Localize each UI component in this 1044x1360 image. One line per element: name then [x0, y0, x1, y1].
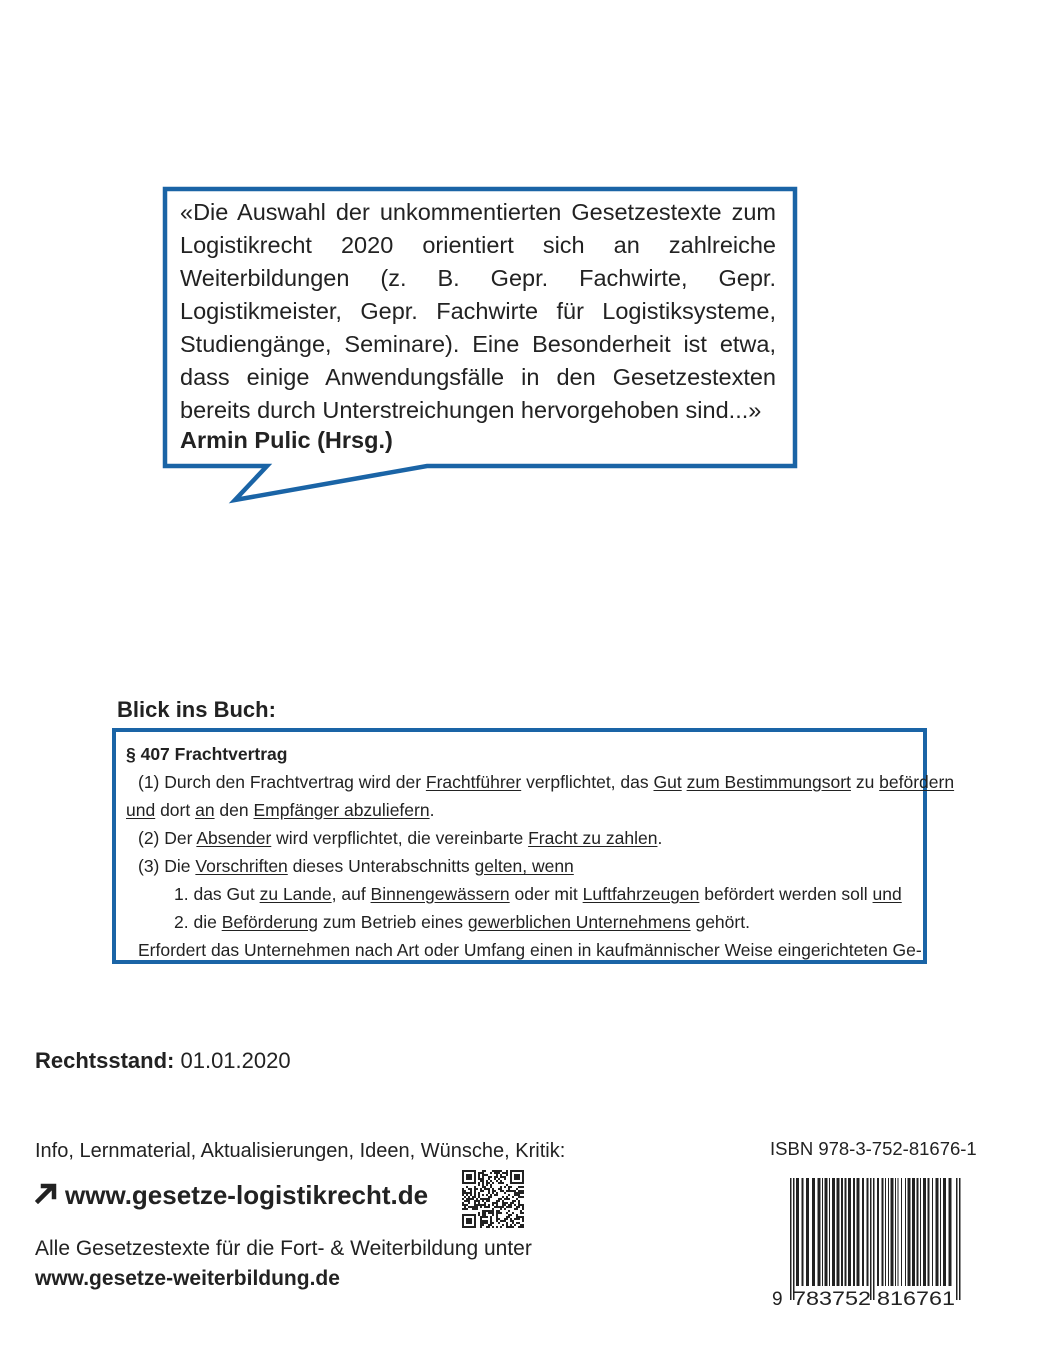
underlined-term: Gut: [653, 772, 682, 792]
law-text: zum Betrieb eines: [318, 912, 468, 932]
underlined-term: Frachtführer: [425, 772, 522, 792]
ean-barcode: [770, 1178, 970, 1308]
info-line: Info, Lernmaterial, Aktualisierungen, Ideen, Wünsche, Kritik:: [35, 1140, 566, 1162]
underlined-term: Fracht zu zahlen: [528, 828, 658, 848]
law-text: (3) Die: [138, 856, 196, 876]
law-text: dieses Unterabschnitts: [287, 856, 475, 876]
law-line: [126, 796, 916, 824]
law-line: [126, 880, 916, 908]
law-line: [126, 852, 916, 880]
rechtsstand-label: Rechtsstand:: [35, 1048, 175, 1073]
underlined-term: Absender: [196, 828, 272, 848]
underlined-term: Binnengewässern: [370, 884, 510, 904]
law-text: wird verpflichtet, die vereinbarte: [271, 828, 529, 848]
isbn-label: ISBN 978-3-752-81676-1: [770, 1138, 977, 1159]
law-text: 1. das Gut: [174, 884, 260, 904]
barcode-group-left: 783752: [793, 1289, 871, 1308]
law-line: [126, 768, 955, 796]
underlined-term: und: [126, 800, 156, 820]
law-text: 2. die: [174, 912, 222, 932]
law-text: .: [429, 800, 435, 820]
law-text: zu: [850, 772, 880, 792]
law-text: oder mit: [509, 884, 583, 904]
underlined-term: gewerblichen Unternehmens: [467, 912, 691, 932]
underlined-term: zum Bestimmungsort: [686, 772, 851, 792]
underlined-term: gelten, wenn: [474, 856, 574, 876]
preview-title: Blick ins Buch:: [117, 697, 276, 722]
barcode-group-right: 816761: [877, 1289, 955, 1308]
law-text: den: [214, 800, 254, 820]
qr-code: [462, 1170, 524, 1228]
weiterbildung-text: Alle Gesetzestexte für die Fort- & Weiterbildung unter: [35, 1237, 532, 1260]
underlined-term: Beförderung: [221, 912, 319, 932]
quote-author: Armin Pulic (Hrsg.): [180, 427, 393, 453]
website-link[interactable]: [35, 1180, 428, 1211]
underlined-term: Vorschriften: [195, 856, 288, 876]
law-text: verpflichtet, das: [521, 772, 654, 792]
website-url[interactable]: www.gesetze-logistikrecht.de: [65, 1180, 429, 1210]
law-line: [126, 824, 916, 852]
arrow-up-right-icon: [35, 1182, 61, 1204]
law-excerpt-box: [112, 728, 955, 964]
law-text: , auf: [331, 884, 371, 904]
underlined-term: befördern: [879, 772, 955, 792]
law-text: befördert werden soll: [699, 884, 873, 904]
law-text: dort: [155, 800, 196, 820]
law-heading: § 407 Frachtvertrag: [126, 744, 288, 764]
underlined-term: Empfänger abzuliefern: [253, 800, 430, 820]
law-excerpt: [126, 740, 955, 964]
law-text: (2) Der: [138, 828, 197, 848]
rechtsstand: [35, 1048, 291, 1074]
law-text: gehört.: [690, 912, 750, 932]
underlined-term: und: [872, 884, 902, 904]
underlined-term: zu Lande: [259, 884, 332, 904]
law-lines: [126, 768, 955, 936]
quote-text: «Die Auswahl der unkommentierten Gesetzestexte zum Logistikrecht 2020 orientiert sich an zahlreiche Weiterbildungen (z. B. Gepr. Fachwirte, Gepr. Logistikmeister, Gepr. Fachwirte für Logistiksysteme, Studiengänge, Seminare). Eine Besonderheit ist etwa, dass einige Anwendungsfälle in den Gesetzestexten bereits durch Unterstreichungen hervorgehoben sind...»: [180, 199, 776, 423]
law-text: .: [657, 828, 663, 848]
law-continuation: Erfordert das Unternehmen nach Art oder Umfang einen in kaufmännischer Weise eingerichteten Ge-: [138, 940, 922, 960]
weiterbildung-url[interactable]: www.gesetze-weiterbildung.de: [35, 1267, 340, 1290]
barcode-digit-first: 9: [772, 1289, 783, 1308]
rechtsstand-value: 01.01.2020: [180, 1048, 291, 1073]
law-text: (1) Durch den Frachtvertrag wird der: [138, 772, 426, 792]
underlined-term: an: [195, 800, 215, 820]
law-line: [126, 908, 916, 936]
underlined-term: Luftfahrzeugen: [582, 884, 700, 904]
